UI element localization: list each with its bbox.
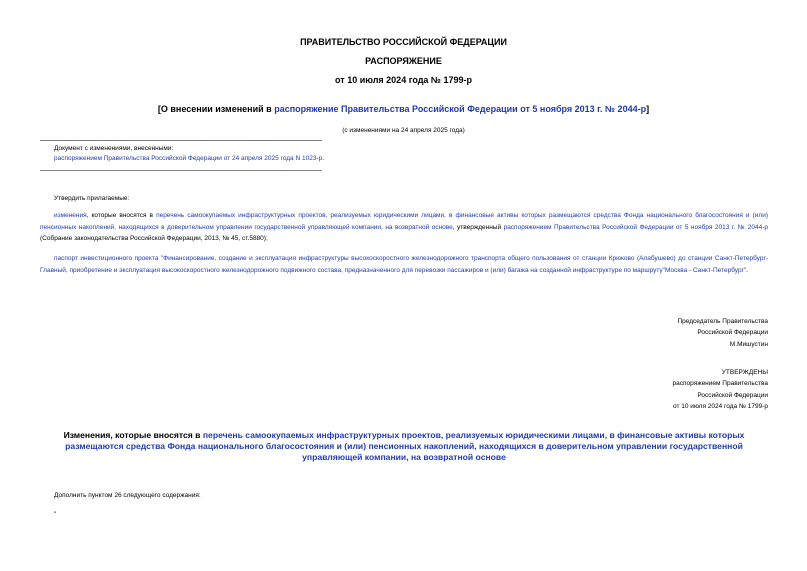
signature-org: Российской Федерации — [697, 329, 768, 337]
item-changes: изменения, которые вносятся в перечень самоокупаемых инфраструктурных проектов, реализуемых юридическими лицами, в финансовые активы которых размещаются средства Фонда национального благосостояния и (или) пенсионных накоплений, находящихся в доверительном управлении государственной управляющей компании, на возвратной основе, утвержденный распоряжением Правительства Российской Федерации от 5 ноября 2013 г. № 2044-р (Собрание законодательства Российской Федерации, 2013, № 45, ст.5880); — [40, 212, 768, 242]
approved-label: УТВЕРЖДЕНЫ — [721, 369, 768, 376]
changes-source-link[interactable]: распоряжением Правительства Российской Федерации от 24 апреля 2025 года N 1023-р — [54, 155, 323, 162]
approved-date: от 10 июля 2024 года № 1799-р — [673, 403, 768, 411]
government-header: ПРАВИТЕЛЬСТВО РОССИЙСКОЙ ФЕДЕРАЦИИ — [300, 37, 507, 47]
signature-title: Председатель Правительства — [677, 318, 768, 325]
changes-label: Документ с изменениями, внесенными: — [54, 145, 174, 152]
approved-org: Российской Федерации — [697, 391, 768, 399]
document-date-number: от 10 июля 2024 года № 1799-р — [335, 75, 472, 85]
document-type: РАСПОРЯЖЕНИЕ — [365, 56, 442, 66]
item1-link-order[interactable]: распоряжением Правительства Российской Федерации от 5 ноября 2013 г. № 2044-р — [503, 223, 768, 231]
changes-source: распоряжением Правительства Российской Федерации от 24 апреля 2025 года N 1023-р. — [54, 155, 325, 162]
divider-bottom — [40, 170, 322, 171]
changes-heading: Изменения, которые вносятся в перечень самоокупаемых инфраструктурных проектов, реализуемых юридическими лицами, в финансовые активы которых размещаются средства Фонда национального благосостояния и (или) пенсионных накоплений, находящихся в доверительном управлении государственной управляющей компании, на возвратной основе — [63, 430, 745, 463]
approved-by: распоряжением Правительства — [672, 380, 768, 388]
divider-top — [40, 140, 322, 141]
amended-note: (с изменениями на 24 апреля 2025 года) — [342, 127, 465, 134]
item1-link-changes[interactable]: изменения — [54, 212, 87, 219]
signature-block — [677, 316, 768, 350]
approved-block — [673, 367, 768, 413]
addition-text: Дополнить пунктом 26 следующего содержания: — [54, 492, 201, 499]
quote-mark: " — [54, 511, 57, 518]
approve-text: Утвердить прилагаемые: — [54, 195, 130, 202]
title-link[interactable]: распоряжение Правительства Российской Федерации от 5 ноября 2013 г. № 2044-р — [274, 104, 647, 114]
item-passport: паспорт инвестиционного проекта "Финансирование, создание и эксплуатация инфраструктуры высокоскоростного железнодорожного транспорта общего пользования от станции Крюково (Алабушево) до станции Санкт-Петербург-Главный, приобретение и эксплуатация высокоскоростного железнодорожного подвижного состава, предназначенного для перевозки пассажиров и (или) багажа на созданной инфраструктуре по маршруту"Москва - Санкт-Петербург". — [40, 255, 768, 274]
item2-link-passport[interactable]: паспорт инвестиционного проекта "Финансирование, создание и эксплуатация инфраструктуры высокоскоростного железнодорожного транспорта общего пользования от станции Крюково (Алабушево) до станции Санкт-Петербург-Главный, приобретение и эксплуатация высокоскоростного железнодорожного подвижного состава, предназначенного для перевозки пассажиров и (или) багажа на созданной инфраструктуре по маршруту"Москва - Санкт-Петербург" — [40, 255, 768, 274]
document-title — [0, 104, 807, 114]
title-suffix: ] — [646, 104, 650, 114]
signature-name: М.Мишустин — [729, 340, 768, 348]
changes-heading-link[interactable]: перечень самоокупаемых инфраструктурных проектов, реализуемых юридическими лицами, в финансовые активы которых размещаются средства Фонда национального благосостояния и (или) пенсионных накоплений, находящихся в доверительном управлении государственной управляющей компании, на возвратной основе — [65, 430, 745, 463]
title-prefix: [О внесении изменений в — [157, 104, 275, 114]
item1-link-list[interactable]: перечень самоокупаемых инфраструктурных проектов, реализуемых юридическими лицами, в финансовые активы которых размещаются средства Фонда национального благосостояния и (или) пенсионных накоплений, находящихся в доверительном управлении государственной управляющей компании, на возвратной основе — [40, 212, 768, 231]
